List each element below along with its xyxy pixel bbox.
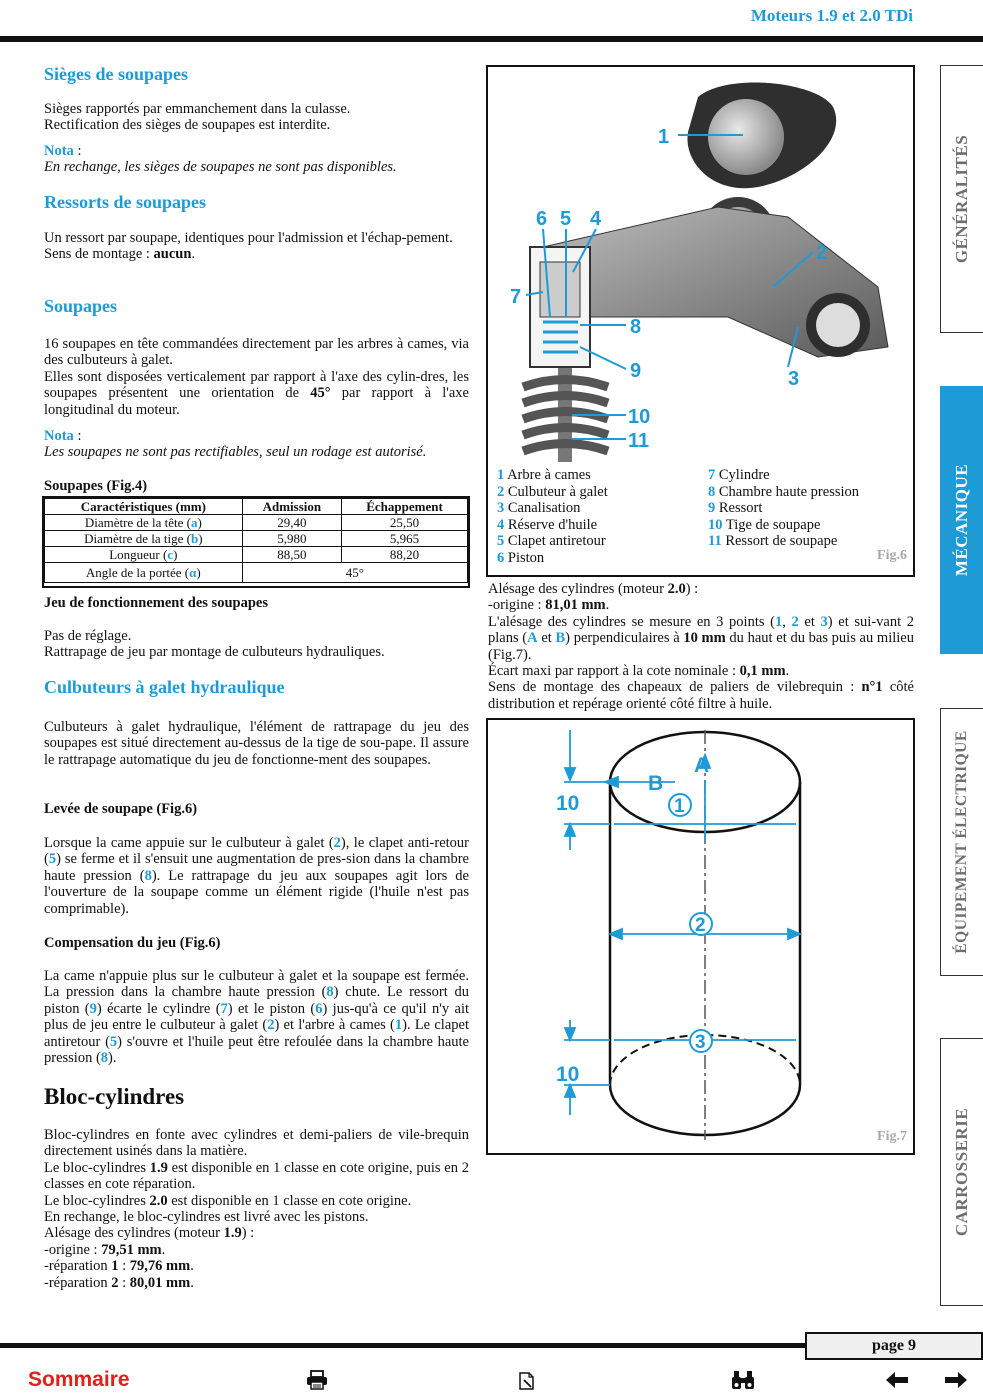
table-row: Longueur (c) 88,50 88,20	[45, 547, 468, 563]
top-rule	[0, 36, 983, 42]
camshaft-core	[708, 99, 784, 175]
fig7-point-2: 2	[695, 915, 706, 936]
fig7-label-a: A	[694, 754, 710, 777]
tab-mecanique[interactable]: MÉCANIQUE	[940, 386, 983, 654]
table-row: Diamètre de la tête (a) 29,40 25,50	[45, 515, 468, 531]
ressorts-line-2: Sens de montage : aucun.	[44, 246, 196, 263]
fig7-point-3: 3	[695, 1032, 706, 1053]
fig6-diagram	[488, 67, 913, 462]
culbuteurs-text: Culbuteurs à galet hydraulique, l'élément de rattrapage du jeu des soupapes est situé directement au-dessus de la tige de sou-pape. Il assure le rattrapage automatique du jeu de fonctionne-ment des soupapes.	[44, 719, 469, 768]
fig7-frame	[486, 718, 915, 1155]
table-row: Diamètre de la tige (b) 5,980 5,965	[45, 531, 468, 547]
culbuteurs-title: Culbuteurs à galet hydraulique	[44, 677, 285, 697]
sieges-title: Sièges de soupapes	[44, 64, 189, 84]
binoculars-icon[interactable]	[731, 1370, 755, 1395]
legend-item: 5 Clapet antiretour	[497, 533, 606, 550]
legend-item: 10 Tige de soupape	[708, 516, 821, 533]
fig6-legend-left	[497, 467, 608, 567]
jeu-text: Pas de réglage. Rattrapage de jeu par montage de culbuteurs hydrauliques.	[44, 628, 385, 661]
soupapes-line-1: 16 soupapes en tête commandées directement par les arbres à cames, via des culbuteurs à galet.	[44, 336, 469, 369]
fig6-frame	[486, 65, 915, 577]
ressorts-title: Ressorts de soupapes	[44, 192, 207, 212]
ressorts-text	[44, 230, 469, 263]
bloc-title: Bloc-cylindres	[44, 1084, 185, 1109]
sieges-line-2: Rectification des sièges de soupapes est interdite.	[44, 117, 331, 134]
tab-carrosserie[interactable]: CARROSSERIE	[940, 1038, 983, 1306]
bloc-text: Bloc-cylindres en fonte avec cylindres et demi-paliers de vile-brequin directement usinés dans la matière. Le bloc-cylindres 1.9 est disponible en 1 classe en cote origine, puis en 2 classes en cote réparation. Le bloc-cylindres 2.0 est disponible en 1 classe en cote origine. En rechange, le bloc-cylindres est livré avec les pistons. Alésage des cylindres (moteur 1.9) : -origine : 79,51 mm. -réparation 1 : 79,76 mm. -réparation 2 : 80,01 mm.	[44, 1127, 469, 1291]
nota-2-text: Les soupapes ne sont pas rectifiables, seul un rodage est autorisé.	[44, 444, 427, 461]
callout-10: 10	[628, 406, 651, 428]
jeu-title: Jeu de fonctionnement des soupapes	[44, 595, 268, 611]
callout-11: 11	[628, 430, 650, 452]
legend-item: 1 Arbre à cames	[497, 467, 591, 483]
print-icon[interactable]	[306, 1370, 328, 1395]
nota-1-text: En rechange, les sièges de soupapes ne sont pas disponibles.	[44, 159, 397, 176]
table-title: Soupapes (Fig.4)	[44, 478, 148, 494]
legend-item: 4 Réserve d'huile	[497, 516, 598, 533]
spec-table	[44, 498, 468, 583]
callout-2: 2	[816, 242, 828, 264]
legend-item: 6 Piston	[497, 549, 545, 566]
sommaire-link[interactable]: Sommaire	[28, 1368, 130, 1391]
ressorts-line-1: Un ressort par soupape, identiques pour l'admission et l'échap-pement.	[44, 230, 453, 246]
soupapes-line-2: Elles sont disposées verticalement par rapport à l'axe des cylin-dres, les soupapes présentent une orientation de 45° par rapport à l'axe longitudinal du moteur.	[44, 368, 469, 418]
callout-1: 1	[658, 126, 670, 148]
arrow-right-icon[interactable]	[945, 1372, 967, 1393]
levee-title: Levée de soupape (Fig.6)	[44, 801, 198, 817]
legend-item: 11 Ressort de soupape	[708, 533, 838, 550]
th-carac: Caractéristiques (mm)	[45, 499, 243, 515]
document-icon[interactable]	[518, 1372, 536, 1395]
running-header: Moteurs 1.9 et 2.0 TDi	[750, 6, 913, 25]
legend-item: 8 Chambre haute pression	[708, 483, 860, 500]
tab-equipement-electrique[interactable]: ÉQUIPEMENT ÉLECTRIQUE	[940, 708, 983, 976]
compensation-title: Compensation du jeu (Fig.6)	[44, 935, 221, 951]
fig7-dim-bottom: 10	[556, 1063, 580, 1086]
callout-7: 7	[510, 286, 522, 308]
nota-2: Nota : Les soupapes ne sont pas rectifiables, seul un rodage est autorisé.	[44, 428, 469, 461]
th-echappement: Échappement	[342, 499, 468, 515]
fig6-legend-right	[708, 467, 859, 550]
nota-1: Nota : En rechange, les sièges de soupapes ne sont pas disponibles.	[44, 143, 469, 176]
legend-item: 9 Ressort	[708, 500, 763, 517]
soupapes-text	[44, 336, 469, 418]
fig7-label-b: B	[648, 772, 664, 795]
arrow-left-icon[interactable]	[886, 1372, 908, 1393]
sieges-text	[44, 101, 469, 134]
callout-8: 8	[630, 316, 642, 338]
fig7-dim-top: 10	[556, 792, 580, 815]
callout-6: 6	[536, 208, 548, 230]
fig7-point-1: 1	[674, 796, 685, 817]
callout-5: 5	[560, 208, 572, 230]
fig6-label: Fig.6	[877, 548, 907, 563]
alesage-20-text: Alésage des cylindres (moteur 2.0) : -origine : 81,01 mm. L'alésage des cylindres se mesure en 3 points (1, 2 et 3) et sui-vant 2 plans (A et B) perpendiculaires à 10 mm du haut et du bas puis au milieu (Fig.7). Écart maxi par rapport à la cote nominale : 0,1 mm. Sens de montage des chapeaux de paliers de vilebrequin : n°1 côté distribution et repérage orienté côté filtre à huile.	[488, 581, 915, 712]
nota-label: Nota	[44, 143, 74, 159]
tab-generalites[interactable]: GÉNÉRALITÉS	[940, 65, 983, 333]
compensation-text: La came n'appuie plus sur le culbuteur à galet et la soupape est fermée. La pression dans la chambre haute pression (8) chute. Le ressort du piston (9) écarte le cylindre (7) et le piston (6) jus-qu'à ce qu'il n'y ait plus de jeu entre le culbuteur à galet (2) et l'arbre à cames (1). Le clapet antiretour (5) s'ouvre et l'huile peut être refoulée dans la chambre haute pression (8).	[44, 968, 470, 1067]
legend-item: 7 Cylindre	[708, 467, 770, 483]
callout-3: 3	[788, 368, 800, 390]
page-number: page 9	[805, 1332, 983, 1360]
fig7-label: Fig.7	[877, 1129, 907, 1144]
fig7-diagram	[488, 720, 913, 1153]
th-admission: Admission	[242, 499, 341, 515]
levee-text: Lorsque la came appuie sur le culbuteur à galet (2), le clapet anti-retour (5) se ferme et il s'ensuit une augmentation de pres-sion dans la chambre haute pression (8). Le rattrapage du jeu aux soupapes agit lors de l'ouverture de la soupape comme un élément rigide (l'huile n'est pas comprimable).	[44, 835, 469, 917]
table-row: Angle de la portée (α) 45°	[45, 563, 468, 583]
legend-item: 2 Culbuteur à galet	[497, 483, 608, 500]
soupapes-title: Soupapes	[44, 296, 118, 316]
callout-4: 4	[590, 208, 602, 230]
legend-item: 3 Canalisation	[497, 500, 581, 517]
callout-9: 9	[630, 360, 642, 382]
sieges-line-1: Sièges rapportés par emmanchement dans la culasse.	[44, 101, 351, 117]
